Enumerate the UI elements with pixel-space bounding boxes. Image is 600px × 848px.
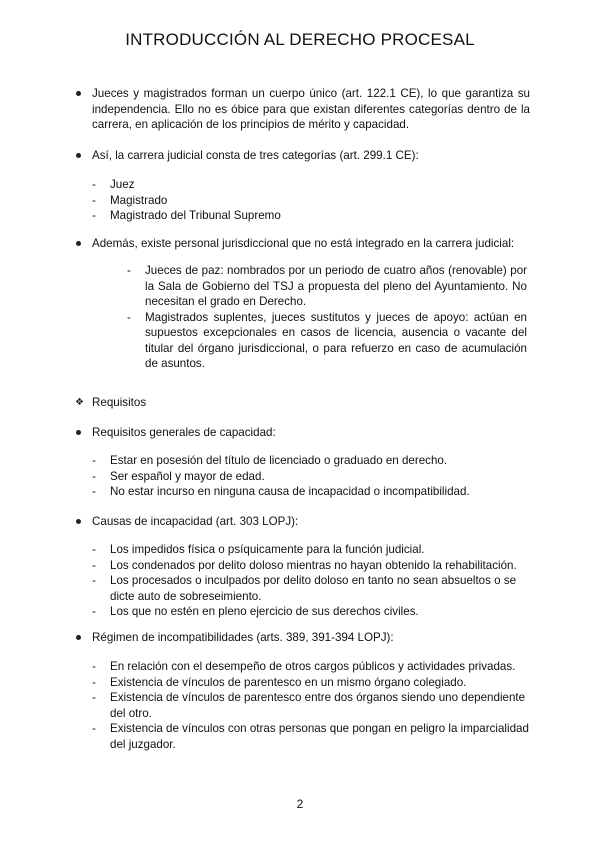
list-item: - No estar incurso en ninguna causa de incapacidad o incompatibilidad. xyxy=(92,484,530,500)
bullet-incompatibilidades xyxy=(78,630,530,646)
bullet-text: Causas de incapacidad (art. 303 LOPJ): xyxy=(78,514,530,530)
list-item: - Existencia de vínculos de parentesco en un mismo órgano colegiado. xyxy=(92,675,530,691)
bullet-text: Así, la carrera judicial consta de tres categorías (art. 299.1 CE): xyxy=(78,148,530,164)
bullet-text: Además, existe personal jurisdiccional que no está integrado en la carrera judicial: xyxy=(78,236,530,252)
list-item: - En relación con el desempeño de otros cargos públicos y actividades privadas. xyxy=(92,659,530,675)
bullet-causas-incapacidad xyxy=(78,514,530,530)
section-requisitos xyxy=(75,395,530,411)
incapacidad-list xyxy=(92,542,530,620)
list-item: - Los impedidos física o psíquicamente para la función judicial. xyxy=(92,542,530,558)
bullet-categorias xyxy=(78,148,530,164)
requisitos-list xyxy=(92,453,530,500)
list-item: - Jueces de paz: nombrados por un periodo de cuatro años (renovable) por la Sala de Gobierno del TSJ a propuesta del pleno del Ayuntamiento. No necesitan el grado en Derecho. xyxy=(127,263,527,310)
bullet-text: Requisitos generales de capacidad: xyxy=(78,425,530,441)
bullet-text: Jueces y magistrados forman un cuerpo único (art. 122.1 CE), lo que garantiza su independencia. Ello no es óbice para que existan diferentes categorías dentro de la carrera, en aplicación de los principios de mérito y capacidad. xyxy=(78,86,530,133)
page-number: 2 xyxy=(296,797,304,811)
list-item: - Juez xyxy=(92,177,530,193)
bullet-requisitos-generales xyxy=(78,425,530,441)
list-item: - Los que no estén en pleno ejercicio de sus derechos civiles. xyxy=(92,604,530,620)
section-title: Requisitos xyxy=(92,396,147,409)
list-item: - Existencia de vínculos de parentesco entre dos órganos siendo uno dependiente del otro. xyxy=(92,690,530,721)
bullet-cuerpo-unico xyxy=(78,86,530,133)
list-item: - Magistrado xyxy=(92,193,530,209)
categorias-list xyxy=(92,177,530,224)
incompatibilidades-list xyxy=(92,659,530,752)
list-item: - Magistrado del Tribunal Supremo xyxy=(92,208,530,224)
list-item: - Existencia de vínculos con otras personas que pongan en peligro la imparcialidad del juzgador. xyxy=(92,721,530,752)
page-title: INTRODUCCIÓN AL DERECHO PROCESAL xyxy=(125,30,475,49)
list-item: - Estar en posesión del título de licenciado o graduado en derecho. xyxy=(92,453,530,469)
bullet-personal-no-integrado xyxy=(78,236,530,252)
personal-list xyxy=(127,263,527,372)
list-item: - Ser español y mayor de edad. xyxy=(92,469,530,485)
list-item: - Los condenados por delito doloso mientras no hayan obtenido la rehabilitación. xyxy=(92,558,530,574)
bullet-text: Régimen de incompatibilidades (arts. 389, 391-394 LOPJ): xyxy=(78,630,530,646)
list-item: - Magistrados suplentes, jueces sustitutos y jueces de apoyo: actúan en supuestos excepcionales en casos de licencia, ausencia o vacante del titular del órgano jurisdiccional, o para refuerzo en caso de acumulación de asuntos. xyxy=(127,310,527,372)
list-item: - Los procesados o inculpados por delito doloso en tanto no sean absueltos o se dicte auto de sobreseimiento. xyxy=(92,573,530,604)
diamond-bullet-icon: ❖ xyxy=(75,397,84,408)
